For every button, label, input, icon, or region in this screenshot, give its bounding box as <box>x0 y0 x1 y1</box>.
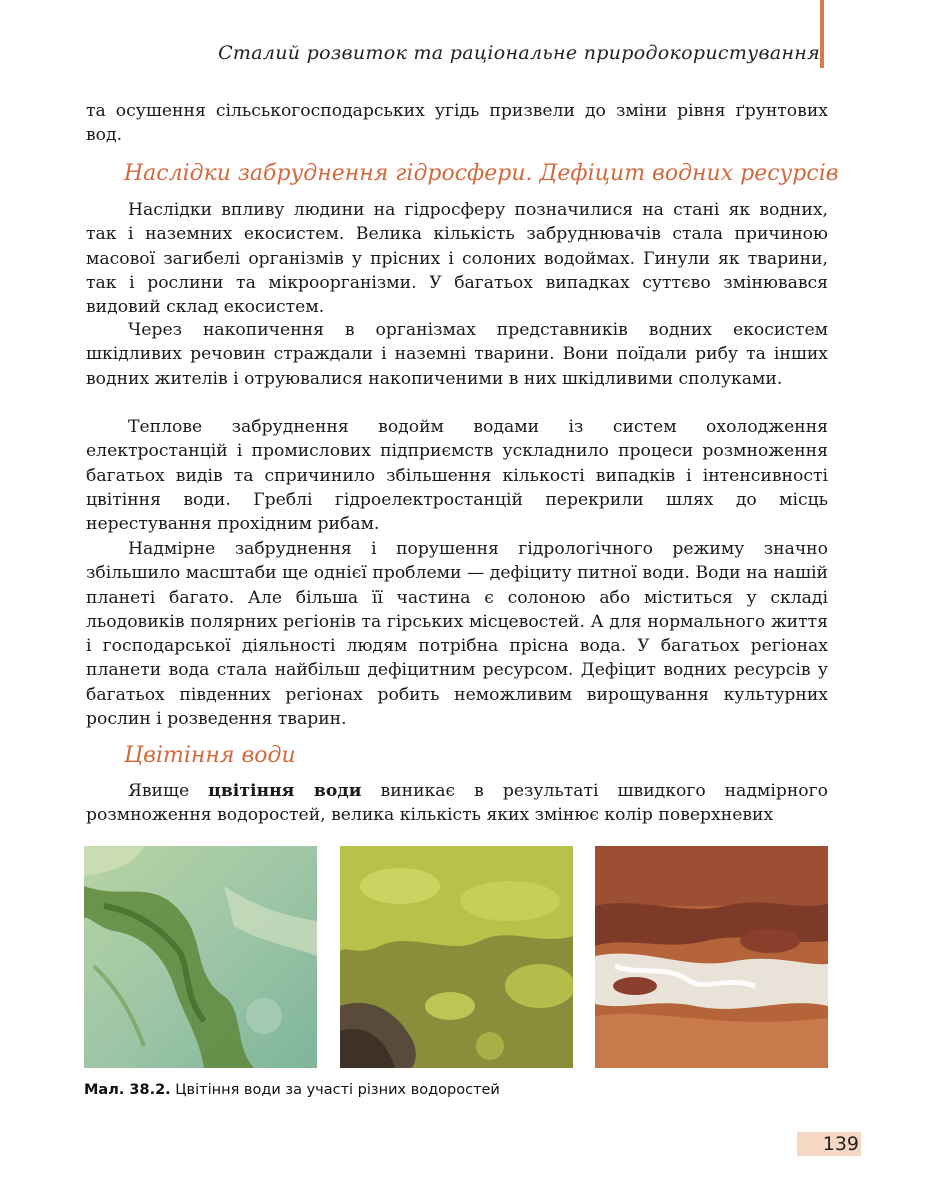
paragraph-water-bloom <box>86 779 828 828</box>
paragraph-text-end: виникає в результаті швидкого надмірного розмноження водоростей, велика кількість яких змінює колір поверхневих <box>86 781 828 826</box>
section-heading-water-bloom: Цвітіння води <box>124 743 296 768</box>
paragraph-accumulation: Через накопичення в організмах представників водних екосистем шкідливих речовин страждали і наземні тварини. Вони поїдали рибу та інших водних жителів і отруювалися накопиченими в них шкідливими сполуками. <box>86 320 828 389</box>
section-heading-pollution: Наслідки забруднення гідросфери. Дефіцит водних ресурсів <box>124 161 839 186</box>
page-number: 139 <box>797 1132 861 1156</box>
running-header: Сталий розвиток та раціональне природокористування <box>218 42 820 64</box>
paragraph-thermal-pollution: Теплове забруднення водойм водами із систем охолодження електростанцій і промислових підприємств ускладнило процеси розмноження багатьох видів та спричинило збільшення кількості випадків і інтенсивності цвітіння води. Греблі гідроелектростанцій перекрили шлях до місць нерестування прохідним рибам. <box>86 417 828 535</box>
caption-label: Мал. 38.2. <box>84 1082 171 1098</box>
yellow-algae-pond-photo <box>340 846 573 1068</box>
intro-paragraph: та осушення сільськогосподарських угідь призвели до зміни рівня ґрунтових вод. <box>86 101 828 146</box>
key-term: цвітіння води <box>208 781 362 801</box>
green-algae-water-photo <box>84 846 317 1068</box>
paragraph-water-deficit: Надмірне забруднення і порушення гідрологічного режиму значно збільшило масштаби ще однієї проблеми — дефіциту питної води. Води на нашій планеті багато. Але більша її частина є солоною або міститься у складі льодовиків полярних регіонів та гірських місцевостей. А для нормального життя і господарської діяльності людям потрібна прісна вода. У багатьох регіонах планети вода стала найбільш дефіцитним ресурсом. Дефіцит водних ресурсів у багатьох південних регіонах робить неможливим вирощування культурних рослин і розведення тварин. <box>86 539 828 730</box>
caption-text: Цвітіння води за участі різних водоростей <box>170 1082 500 1098</box>
red-algae-shore-photo <box>595 846 828 1068</box>
figure-caption <box>84 1082 500 1098</box>
header-accent-rule <box>820 0 824 68</box>
paragraph-text-start: Явище <box>128 781 209 801</box>
paragraph-impact: Наслідки впливу людини на гідросферу позначилися на стані як водних, так і наземних екосистем. Велика кількість забруднювачів стала причиною масової загибелі організмів у прісних і солоних водоймах. Гинули як тварини, так і рослини та мікроорганізми. У багатьох випадках суттєво змінювався видовий склад екосистем. <box>86 200 828 318</box>
